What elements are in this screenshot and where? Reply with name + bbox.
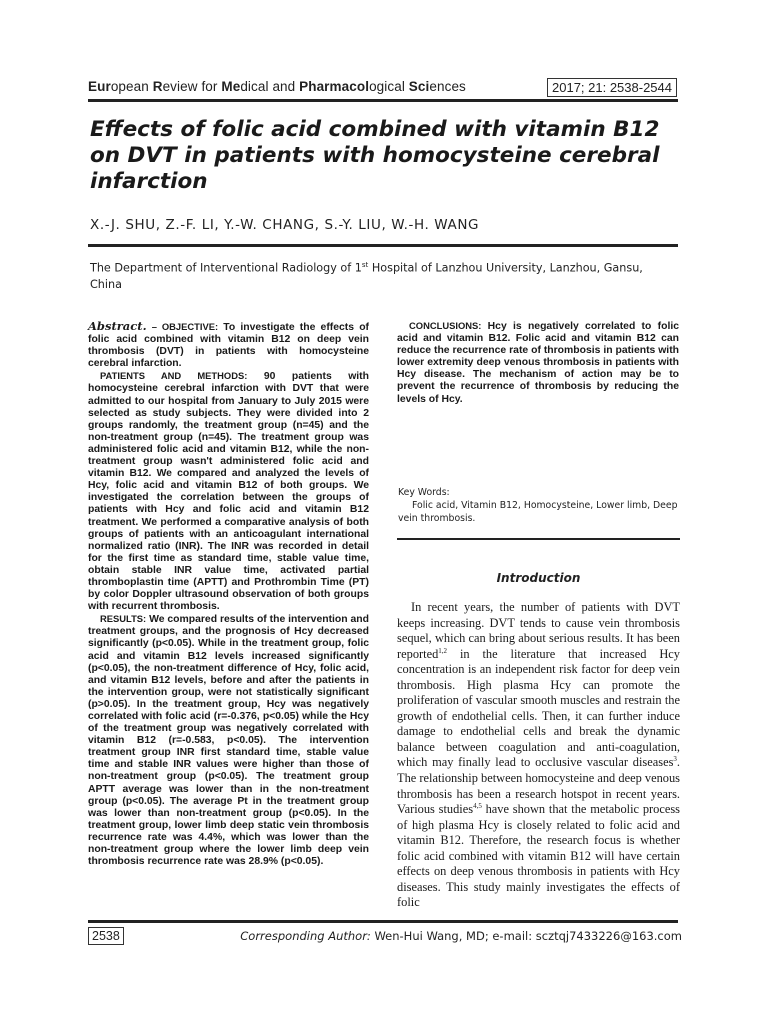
abstract-objective — [88, 320, 369, 370]
citation-ref: 4,5 — [473, 801, 482, 810]
affiliation-pre: The Department of Interventional Radiology of 1 — [90, 261, 362, 275]
intro-text: have shown that the metabolic process of high plasma Hcy is closely related to folic acid and vitamin B12. Therefore, the research focus is whether folic acid combined with vitamin B12 will have certain effects on deep venous thrombosis in patients with Hcy diseases. This study mainly investigates the effects of folic — [397, 802, 680, 910]
affiliation-post: Hospital of Lanzhou University, Lanzhou, Gansu, China — [90, 261, 643, 291]
journal-part: ences — [429, 79, 466, 94]
author-label: Corresponding Author: — [240, 929, 371, 943]
keywords-text: Folic acid, Vitamin B12, Homocysteine, Lower limb, Deep vein thrombosis. — [398, 500, 678, 524]
objective-text: To investigate the effects of folic acid combined with vitamin B12 on deep vein thrombosis (DVT) in patients with homocysteine cerebral infarction. — [88, 322, 370, 370]
corresponding-author — [240, 929, 682, 943]
abstract-right-column — [397, 320, 679, 406]
citation-ref: 3 — [673, 755, 677, 764]
results-label: RESULTS: — [100, 613, 147, 625]
results-text: We compared results of the intervention and treatment groups, and the prognosis of Hcy decreased significantly (p<0.05). While in the treatment group, folic acid and vitamin B12 levels increased significantly (p<0.05), the non-treatment difference of Hcy, folic acid, and vitamin B12 levels, before and after the patients in the intervention group, were not statistically significant (p>0.05). In the treatment group, Hcy was negatively correlated with folic acid (r=-0.376, p<0.05) while the Hcy of the treatment group was negatively correlated with vitamin B12 (r=-0.583, p<0.05). The intervention treatment group INR first standard time, stable value time and stable INR values were higher than those of non-treatment group (p<0.05). The treatment group APTT average was lower than in the non-treatment group (p<0.05). The average Pt in the treatment group was lower than non-treatment group (p<0.05). In the treatment group, lower limb deep static vein thrombosis recurrence rate was 4.4%, which was lower than the non-treatment group where the lower limb deep vein thrombosis recurrence rate was 28.9% (p<0.05). — [88, 614, 369, 868]
objective-label: – OBJECTIVE: — [151, 321, 219, 332]
section-heading: Introduction — [496, 571, 581, 585]
intro-text: in the literature that increased Hcy concentration is an independent risk factor for deep vein thrombosis. High plasma Hcy can promote the proliferation of vascular smooth muscles and restrain the growth of endothelial cells. Then, it can further induce damage to endothelial cells and break the dynamic balance between coagulation and anti-coagulation, which may finally lead to occlusive vascular diseases — [397, 646, 680, 770]
intro-paragraph — [397, 600, 680, 911]
journal-name — [88, 79, 466, 94]
abstract-heading: Abstract. — [88, 319, 147, 333]
journal-part: opean — [110, 79, 153, 94]
header-rule — [88, 99, 678, 102]
methods-label: PATIENTS AND METHODS: — [100, 370, 248, 382]
journal-part: Pharmacol — [299, 79, 370, 94]
journal-part: Me — [221, 79, 241, 94]
intro-text: . The relationship between homocysteine and deep venous thrombosis has been a research hotspot in recent years. Various studies — [397, 755, 680, 817]
journal-part: Eur — [88, 79, 111, 94]
journal-part: Sci — [408, 79, 430, 94]
author-list: X.-J. SHU, Z.-F. LI, Y.-W. CHANG, S.-Y. LIU, W.-H. WANG — [90, 217, 480, 233]
title-rule — [88, 244, 678, 247]
keywords-rule — [397, 538, 680, 540]
affiliation — [90, 257, 670, 293]
conclusions-label: CONCLUSIONS: — [409, 320, 482, 331]
citation-ref: 1,2 — [438, 646, 448, 655]
affiliation-sup: st — [361, 261, 369, 269]
abstract-methods — [88, 370, 369, 613]
intro-text: In recent years, the number of patients with DVT keeps increasing. DVT tends to cause vein thrombosis sequel, which can bring about serious results. It has been reported — [397, 600, 680, 661]
abstract-left-column — [88, 320, 369, 868]
journal-part: R — [152, 79, 163, 94]
article-title: Effects of folic acid combined with vitamin B12 on DVT in patients with homocysteine cerebral infarction — [90, 117, 660, 194]
author-contact: Wen-Hui Wang, MD; e-mail: scztqj7433226@163.com — [370, 929, 682, 943]
conclusions-text: Hcy is negatively correlated to folic acid and vitamin B12. Folic acid and vitamin B12 can reduce the recurrence rate of thrombosis in patients with lower extremity deep venous thrombosis in patients with Hcy disease. The mechanism of action may be to prevent the recurrence of thrombosis by reducing the levels of Hcy. — [397, 321, 679, 405]
methods-text: 90 patients with homocysteine cerebral infarction with DVT that were admitted to our hospital from January to July 2015 were selected as study subjects. They were divided into 2 groups randomly, the treatment group (n=45) and the non-treatment group (n=45). The treatment group was administered folic acid and vitamin B12, while the non-treatment group wasn't administered folic acid and vitamin B12. We compared and analyzed the levels of Hcy, folic acid and vitamin B12 of both groups. We investigated the correlation between the groups of patients with Hcy and folic acid and vitamin B12 treatment. We performed a comparative analysis of both groups of patients with an anticoagulant international normalized ratio (INR). The INR was recorded in detail for the first time as standard time, stable value time, obtain stable INR value time, activated partial thromboplastin time (APTT) and Prothrombin Time (PT) by color Doppler ultrasound observation of both groups with recurrent thrombosis. — [88, 371, 369, 613]
abstract-results — [88, 613, 369, 868]
citation-box: 2017; 21: 2538-2544 — [547, 78, 677, 97]
page-number: 2538 — [88, 927, 124, 945]
footer-rule — [88, 920, 678, 923]
journal-part: dical and — [240, 79, 300, 94]
journal-part: eview for — [162, 79, 222, 94]
journal-part: ogical — [369, 79, 409, 94]
abstract-conclusions — [397, 320, 679, 406]
keywords-label: Key Words: — [398, 487, 450, 498]
